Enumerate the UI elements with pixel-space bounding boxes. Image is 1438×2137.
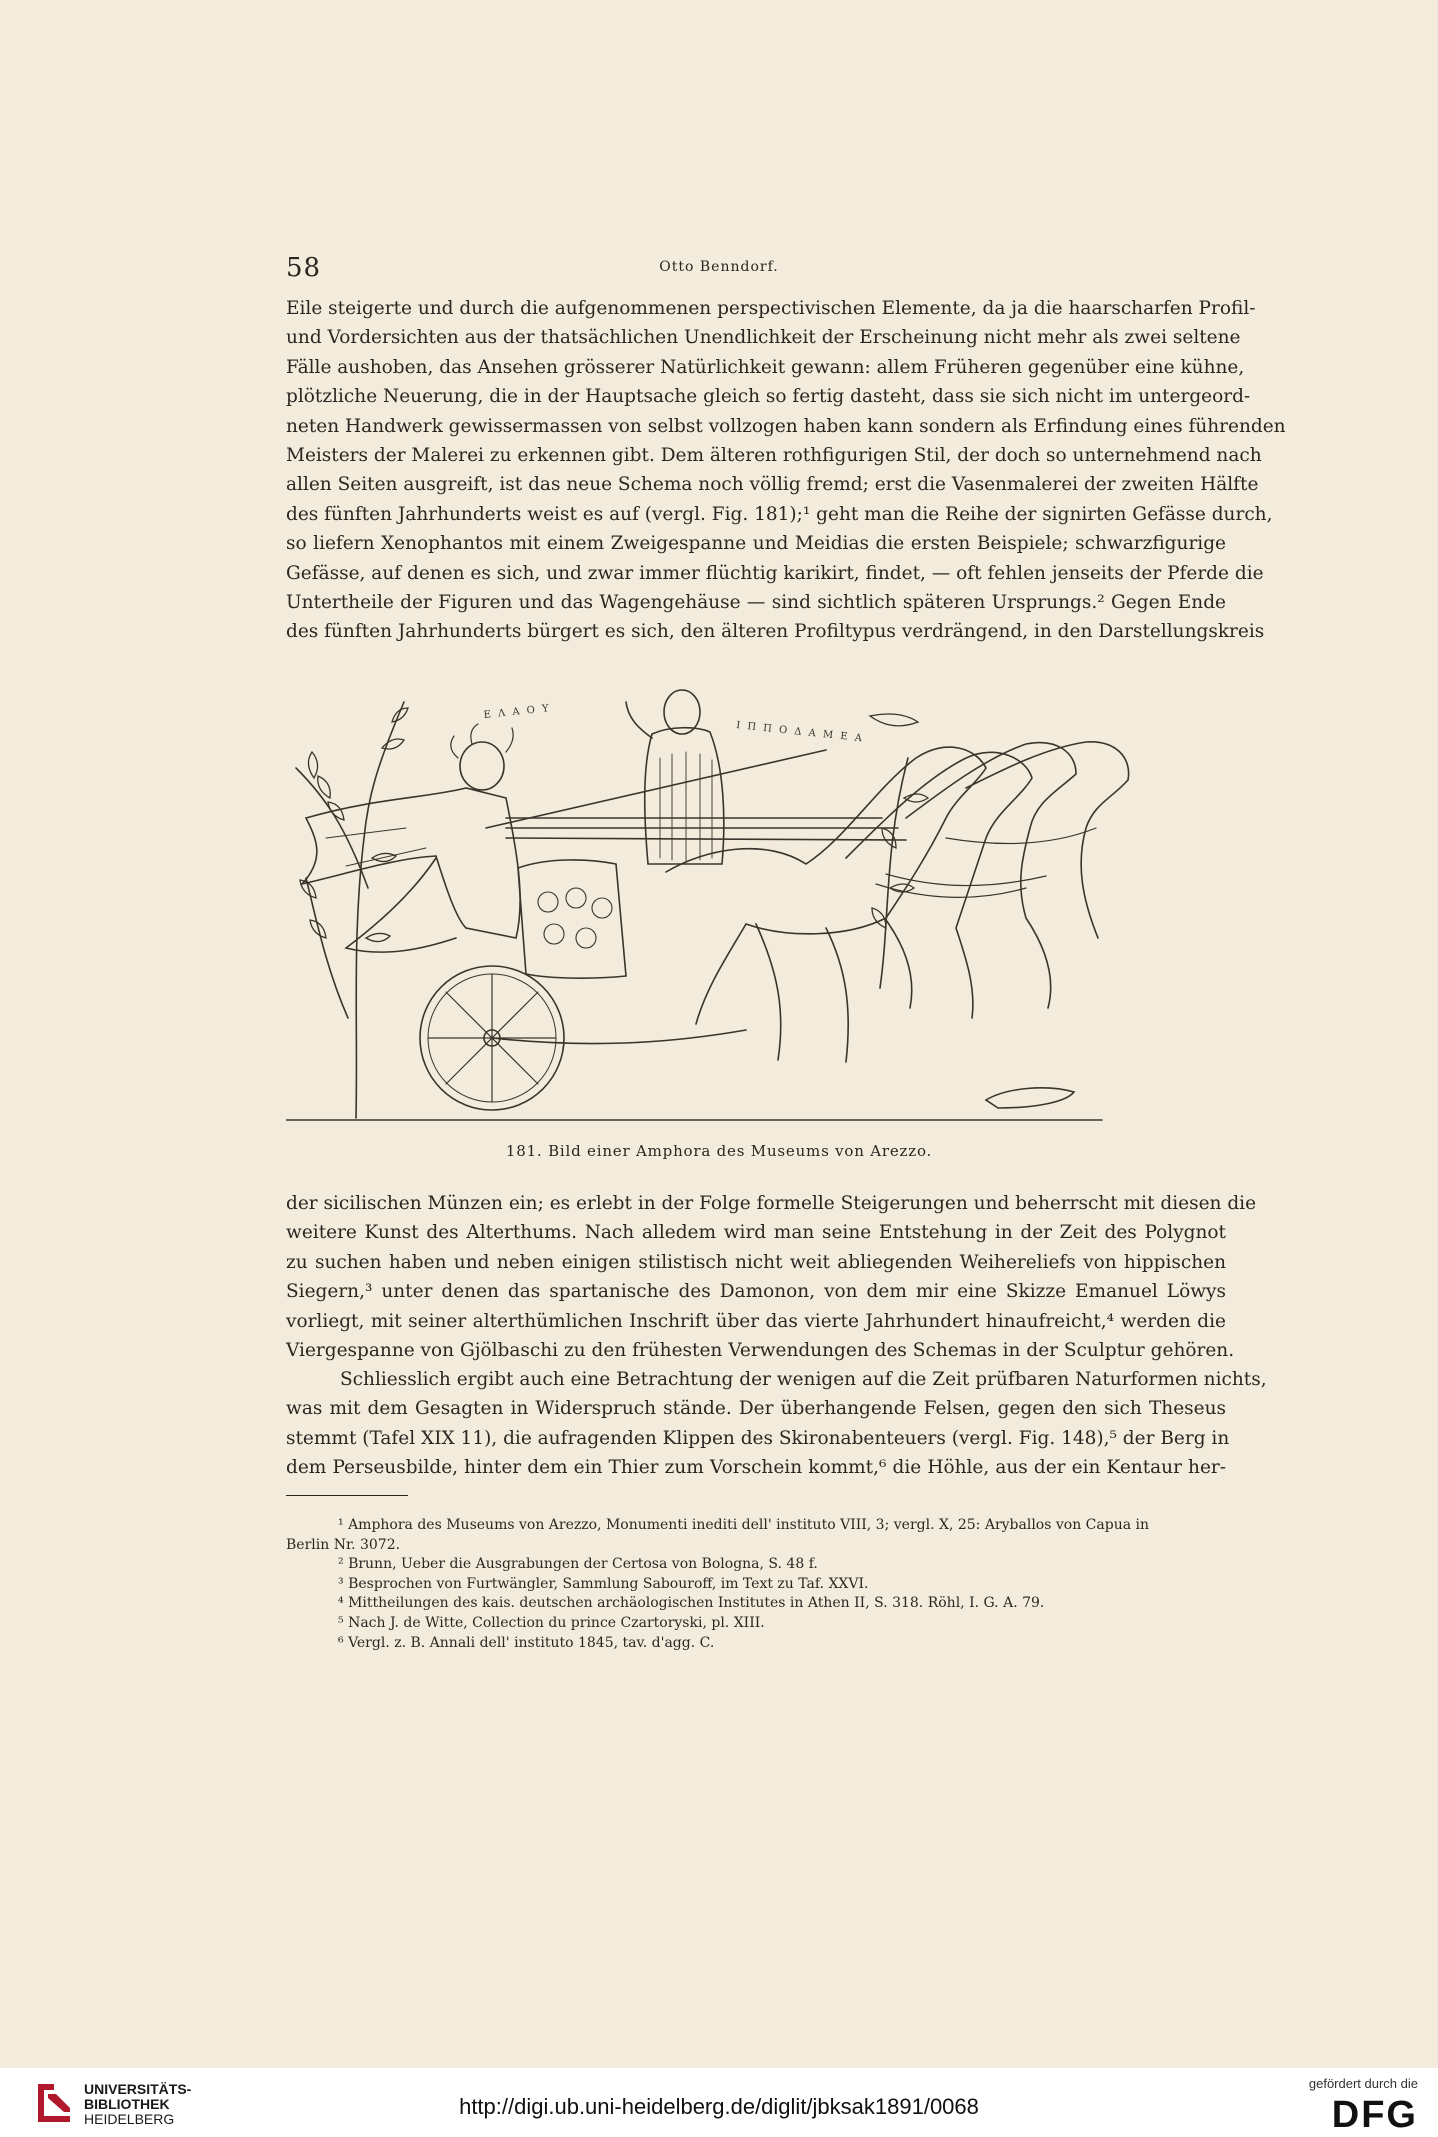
text-line: weitere Kunst des Alterthums. Nach alledem wird man seine Entstehung in der Zeit des Polygnot (286, 1222, 1226, 1244)
text-line: Eile steigerte und durch die aufgenommenen perspectivischen Elemente, da ja die haarscharfen Profil- (286, 298, 1256, 319)
footnote: ³ Besprochen von Furtwängler, Sammlung Sabouroff, im Text zu Taf. XXVI. (338, 1575, 869, 1592)
chariot-goad (486, 750, 826, 828)
text-line: was mit dem Gesagten in Widerspruch stände. Der überhangende Felsen, gegen den sich Theseus (286, 1398, 1226, 1420)
text-line: Untertheile der Figuren und das Wagengehäuse — sind sichtlich späteren Ursprungs.² Gegen Ende (286, 592, 1226, 614)
footnotes (286, 1516, 1226, 1653)
text-line: Fälle aushoben, das Ansehen grösserer Natürlichkeit gewann: allem Früheren gegenüber eine kühne, (286, 356, 1245, 378)
footnote: Berlin Nr. 3072. (286, 1536, 401, 1553)
footnote: ⁴ Mittheilungen des kais. deutschen archäologischen Institutes in Athen II, S. 318. Röhl, I. G. A. 79. (338, 1595, 1045, 1612)
footnote: ⁶ Vergl. z. B. Annali dell' instituto 1845, tav. d'agg. C. (338, 1634, 715, 1651)
funding-label: gefördert durch die (1308, 2076, 1418, 2091)
horse-fourth (966, 742, 1129, 938)
text-line: Meisters der Malerei zu erkennen gibt. Dem älteren rothfigurigen Stil, der doch so unternehmend nach (286, 445, 1262, 467)
chariot-pole (492, 1030, 746, 1044)
charioteer-cloak (302, 788, 520, 938)
olive-branch-icon (356, 702, 404, 1118)
inscription-left: Ε Λ Α Ο Υ (483, 703, 552, 721)
footnote-divider (286, 1495, 408, 1496)
text-line: des fünften Jahrhunderts weist es auf (vergl. Fig. 181);¹ geht man die Reihe der signirten Gefässe durch, (286, 503, 1273, 525)
text-line: zu suchen haben und neben einigen stilistisch nicht weit abliegenden Weihereliefs von hippischen (286, 1251, 1226, 1273)
paragraph-1 (286, 294, 1286, 647)
text-line: Viergespanne von Gjölbaschi zu den frühesten Verwendungen des Schemas in der Sculptur gehören. (286, 1340, 1235, 1362)
text-line: und Vordersichten aus der thatsächlichen Unendlichkeit der Erscheinung nicht mehr als zwei seltene (286, 327, 1241, 349)
text-line: Schliesslich ergibt auch eine Betrachtung der wenigen auf die Zeit prüfbaren Naturformen nichts, (340, 1369, 1267, 1390)
library-line: UNIVERSITÄTS- (84, 2081, 192, 2097)
footnote: ⁵ Nach J. de Witte, Collection du prince Czartoryski, pl. XIII. (338, 1614, 765, 1631)
library-line: BIBLIOTHEK (84, 2096, 170, 2112)
text-line: Siegern,³ unter denen das spartanische des Damonon, von dem mir eine Skizze Emanuel Löwys (286, 1281, 1226, 1303)
footnote: ² Brunn, Ueber die Ausgrabungen der Certosa von Bologna, S. 48 f. (338, 1556, 818, 1573)
permalink-url[interactable]: http://digi.ub.uni-heidelberg.de/diglit/jbksak1891/0068 (459, 2094, 979, 2119)
horse-second (846, 752, 1032, 1018)
horse-third (906, 743, 1076, 1008)
text-line: plötzliche Neuerung, die in der Hauptsache gleich so fertig dasteht, dass sie sich nicht im untergeord- (286, 386, 1251, 408)
text-line: allen Seiten ausgreift, ist das neue Schema noch völlig fremd; erst die Vasenmalerei der zweiten Hälfte (286, 474, 1259, 496)
footer-bar (0, 2068, 1438, 2137)
text-line: dem Perseusbilde, hinter dem ein Thier zum Vorschein kommt,⁶ die Höhle, aus der ein Kentaur her- (286, 1457, 1226, 1479)
figure-amphora-chariot (286, 688, 1226, 1148)
chariot-box (518, 860, 626, 978)
charioteer-head (460, 742, 504, 790)
text-line: neten Handwerk gewissermassen von selbst vollzogen haben kann sondern als Erfindung eines führenden (286, 415, 1286, 437)
text-line: stemmt (Tafel XIX 11), die aufragenden Klippen des Skironabenteuers (vergl. Fig. 148),⁵ der Berg in (286, 1427, 1230, 1449)
fallen-figure (986, 1088, 1074, 1108)
footnote: ¹ Amphora des Museums von Arezzo, Monumenti inediti dell' instituto VIII, 3; vergl. X, 25: Aryballos von Capua in (338, 1517, 1150, 1533)
page-number: 58 (286, 253, 322, 283)
library-line: HEIDELBERG (84, 2111, 175, 2127)
olive-branch-icon (306, 878, 348, 1018)
text-line: so liefern Xenophantos mit einem Zweigespanne und Meidias die ersten Beispiele; schwarzfigurige (286, 533, 1226, 555)
chariot-illustration (286, 688, 1226, 1148)
figure-caption: 181. Bild einer Amphora des Museums von Arezzo. (505, 1142, 933, 1160)
running-head: Otto Benndorf. (659, 259, 779, 275)
dfg-logo: DFG (1331, 2094, 1418, 2136)
text-line: der sicilischen Münzen ein; es erlebt in der Folge formelle Steigerungen und beherrscht mit diesen die (286, 1193, 1257, 1214)
text-line: des fünften Jahrhunderts bürgert es sich, den älteren Profiltypus verdrängend, in den Darstellungskreis (286, 621, 1265, 643)
paragraph-2 (286, 1189, 1257, 1365)
paragraph-3 (286, 1365, 1267, 1483)
text-line: Gefässe, auf denen es sich, und zwar immer flüchtig karikirt, findet, — oft fehlen jenseits der Pferde die (286, 562, 1264, 584)
text-line: vorliegt, mit seiner alterthümlichen Inschrift über das vierte Jahrhundert hinaufreicht,⁴ werden die (286, 1310, 1226, 1332)
inscription-right: Ι Π Π Ο Δ Α Μ Ε Α (735, 720, 865, 745)
